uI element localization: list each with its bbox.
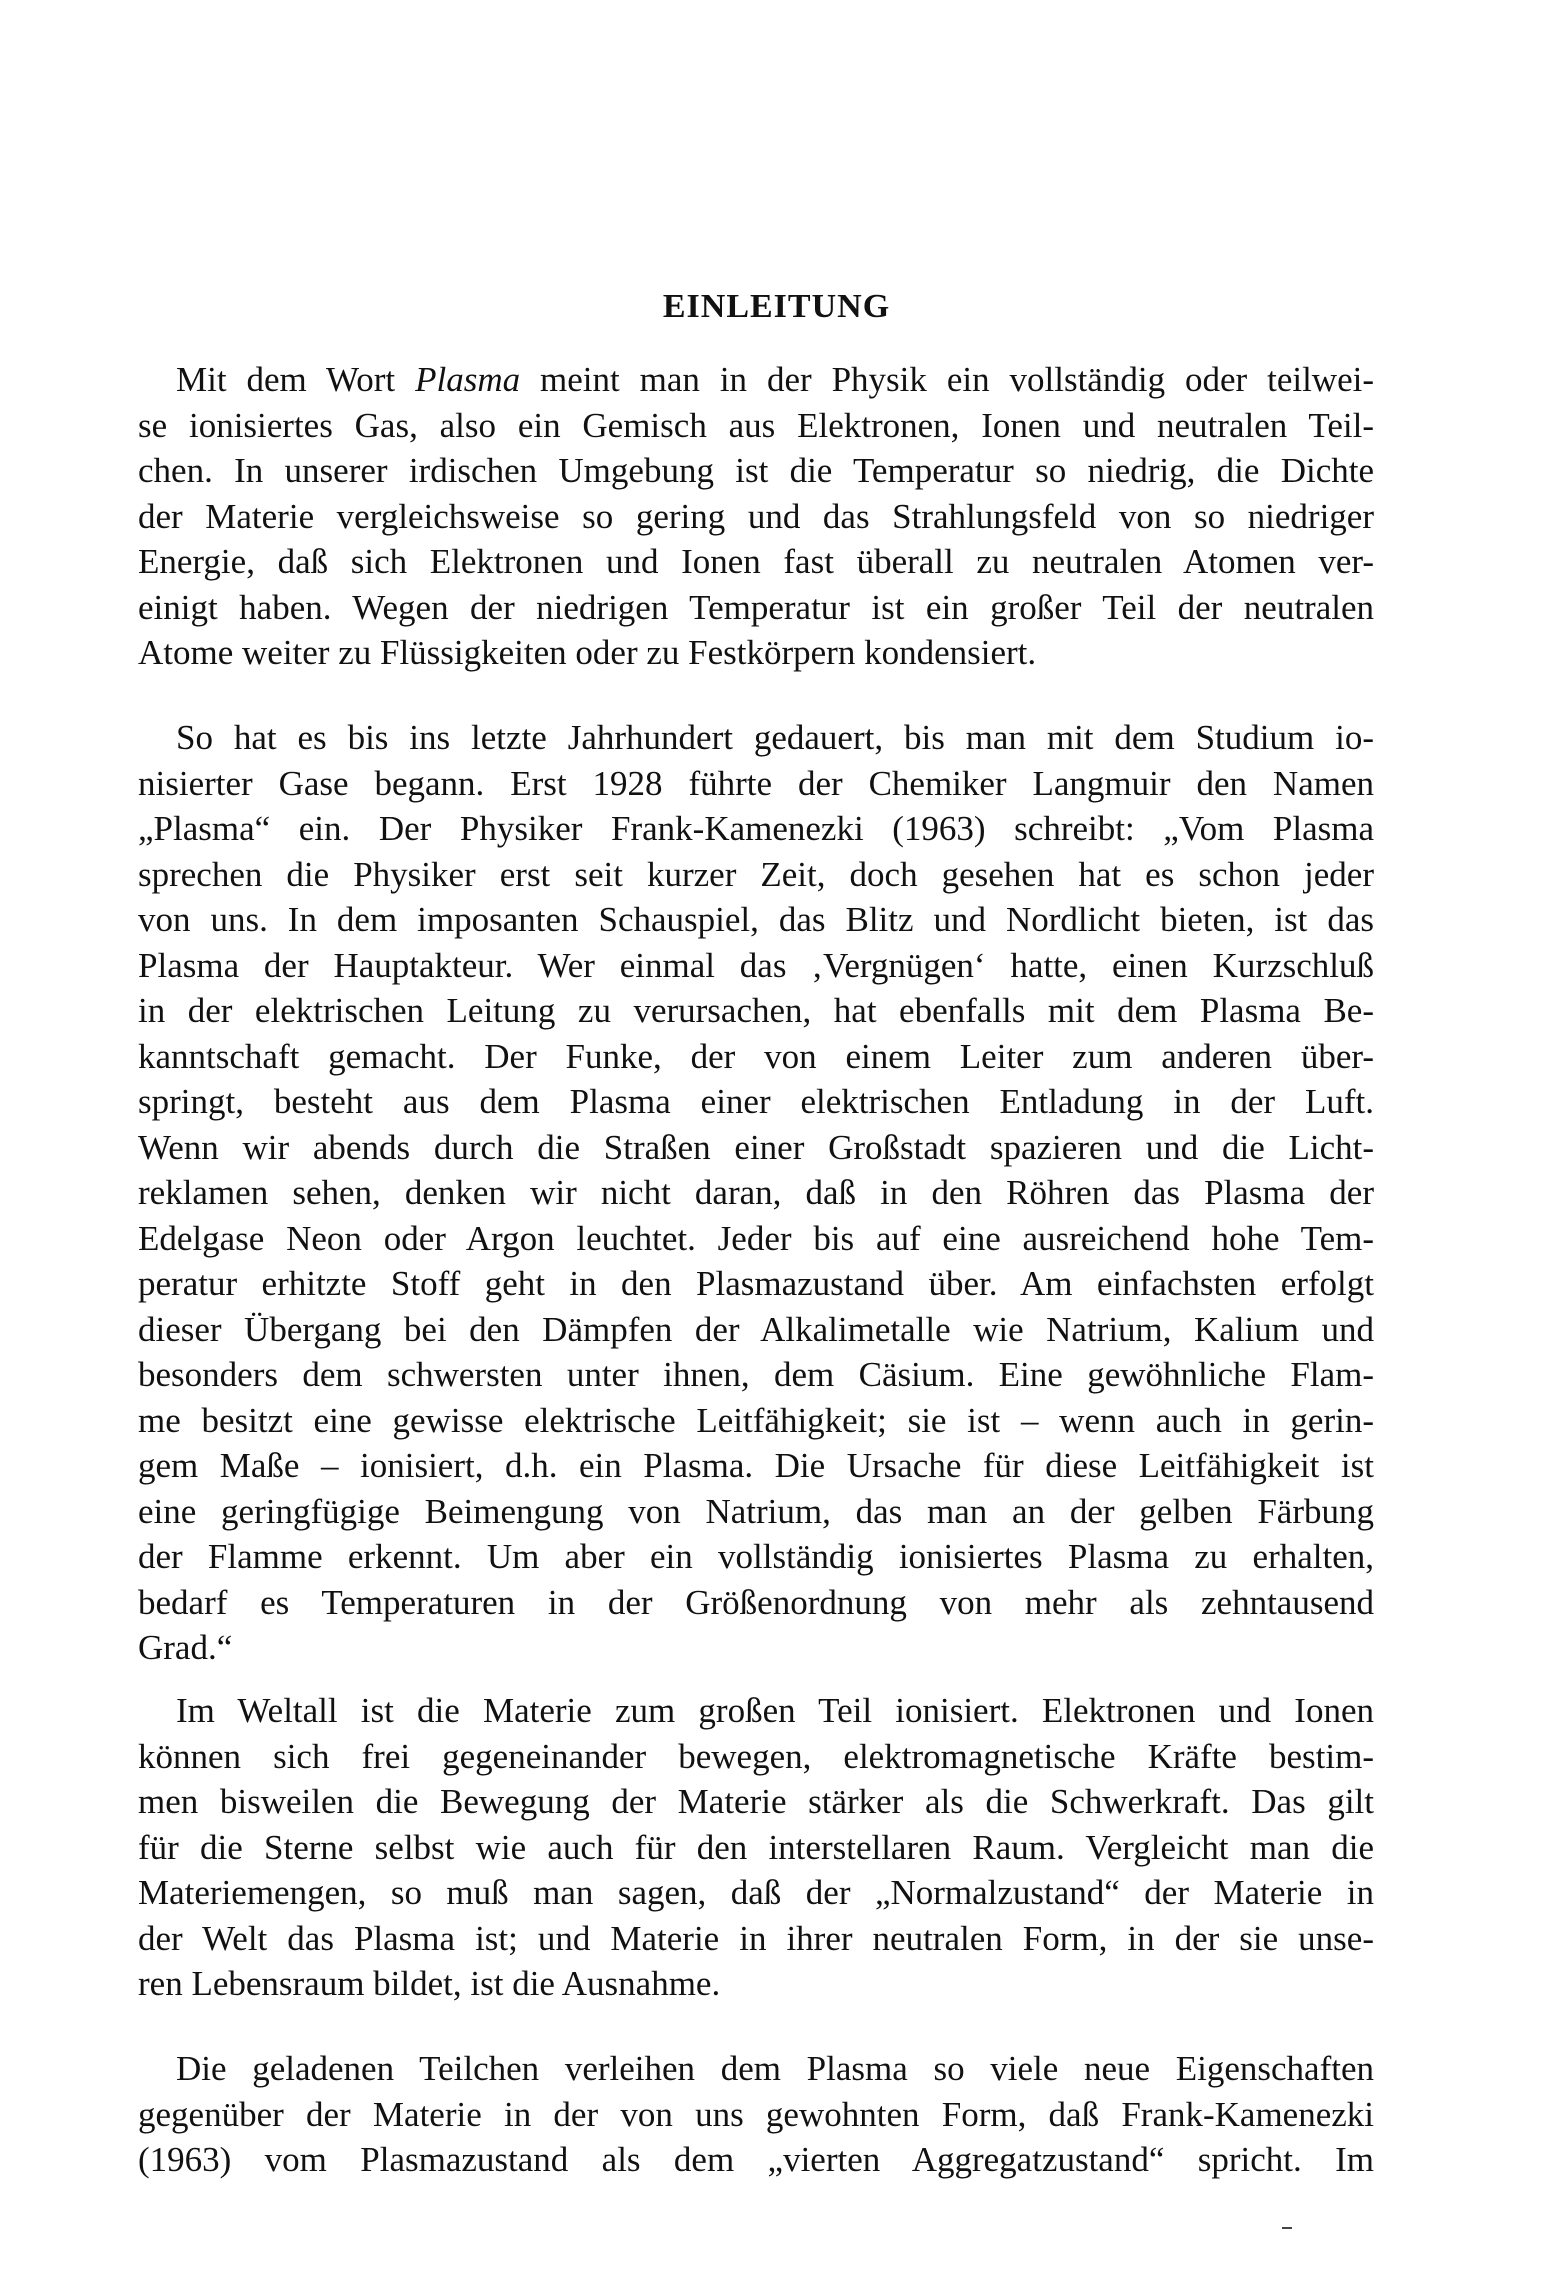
paragraph-4 bbox=[138, 2046, 1374, 2183]
emphasized-term: Plasma bbox=[415, 360, 521, 399]
text-line: gegenüber der Materie in der von uns gewohnten Form, daß Frank-Kamenezki bbox=[138, 2094, 1374, 2134]
text-line: nisierter Gase begann. Erst 1928 führte der Chemiker Langmuir den Namen bbox=[138, 763, 1374, 803]
text-line: chen. In unserer irdischen Umgebung ist die Temperatur so niedrig, die Dichte bbox=[138, 451, 1374, 490]
text-line: Die geladenen Teilchen verleihen dem Plasma so viele neue Eigenschaften bbox=[176, 2049, 1374, 2088]
chapter-title: EINLEITUNG bbox=[662, 288, 891, 325]
text-line: ren Lebensraum bildet, ist die Ausnahme. bbox=[138, 1964, 721, 2003]
text-line: bedarf es Temperaturen in der Größenordnung von mehr als zehntausend bbox=[138, 1582, 1374, 1622]
text-line: (1963) vom Plasmazustand als dem „vierten Aggregatzustand“ spricht. Im bbox=[138, 2140, 1374, 2179]
text-line: dieser Übergang bei den Dämpfen der Alkalimetalle wie Natrium, Kalium und bbox=[138, 1309, 1374, 1349]
text-line: Energie, daß sich Elektronen und Ionen fast überall zu neutralen Atomen ver- bbox=[138, 542, 1374, 581]
text-line: können sich frei gegeneinander bewegen, elektromagnetische Kräfte bestim- bbox=[138, 1736, 1374, 1776]
page-mark bbox=[1282, 2227, 1292, 2229]
text-line: se ionisiertes Gas, also ein Gemisch aus Elektronen, Ionen und neutralen Teil- bbox=[138, 405, 1374, 445]
text-line: kanntschaft gemacht. Der Funke, der von einem Leiter zum anderen über- bbox=[138, 1036, 1374, 1076]
paragraph-3 bbox=[138, 1688, 1374, 2007]
text-line: me besitzt eine gewisse elektrische Leitfähigkeit; sie ist – wenn auch in gerin- bbox=[138, 1400, 1374, 1440]
text-line: sprechen die Physiker erst seit kurzer Zeit, doch gesehen hat es schon jeder bbox=[138, 854, 1374, 894]
text-line: in der elektrischen Leitung zu verursachen, hat ebenfalls mit dem Plasma Be- bbox=[138, 991, 1374, 1030]
text-line: springt, besteht aus dem Plasma einer elektrischen Entladung in der Luft. bbox=[138, 1082, 1374, 1121]
text-line: Im Weltall ist die Materie zum großen Teil ionisiert. Elektronen und Ionen bbox=[176, 1691, 1374, 1730]
text-line: Edelgase Neon oder Argon leuchtet. Jeder bis auf eine ausreichend hohe Tem- bbox=[138, 1218, 1374, 1258]
text-line: besonders dem schwersten unter ihnen, dem Cäsium. Eine gewöhnliche Flam- bbox=[138, 1355, 1374, 1394]
paragraph-1 bbox=[138, 357, 1374, 676]
text-line: Materiemengen, so muß man sagen, daß der „Normalzustand“ der Materie in bbox=[138, 1873, 1374, 1912]
text-line: So hat es bis ins letzte Jahrhundert gedauert, bis man mit dem Studium io- bbox=[176, 718, 1374, 757]
text-line: Wenn wir abends durch die Straßen einer Großstadt spazieren und die Licht- bbox=[138, 1127, 1374, 1167]
text-line: für die Sterne selbst wie auch für den interstellaren Raum. Vergleicht man die bbox=[138, 1827, 1374, 1867]
text-line: „Plasma“ ein. Der Physiker Frank-Kamenezki (1963) schreibt: „Vom Plasma bbox=[138, 809, 1374, 848]
text-line: Mit dem Wort Plasma meint man in der Physik ein vollständig oder teilwei- bbox=[176, 360, 1375, 399]
text-line: reklamen sehen, denken wir nicht daran, daß in den Röhren das Plasma der bbox=[138, 1173, 1374, 1212]
text-line: eine geringfügige Beimengung von Natrium, das man an der gelben Färbung bbox=[138, 1491, 1374, 1531]
text-line: der Materie vergleichsweise so gering und das Strahlungsfeld von so niedriger bbox=[138, 496, 1374, 536]
text-line: Plasma der Hauptakteur. Wer einmal das ‚Vergnügen‘ hatte, einen Kurzschluß bbox=[138, 945, 1374, 985]
text-line: einigt haben. Wegen der niedrigen Temperatur ist ein großer Teil der neutralen bbox=[138, 587, 1374, 627]
text-line: men bisweilen die Bewegung der Materie stärker als die Schwerkraft. Das gilt bbox=[138, 1782, 1374, 1821]
text-line: peratur erhitzte Stoff geht in den Plasmazustand über. Am einfachsten erfolgt bbox=[138, 1264, 1374, 1303]
text-line: von uns. In dem imposanten Schauspiel, das Blitz und Nordlicht bieten, ist das bbox=[138, 900, 1374, 939]
text-line: der Welt das Plasma ist; und Materie in ihrer neutralen Form, in der sie unse- bbox=[138, 1918, 1374, 1958]
text-line: gem Maße – ionisiert, d.h. ein Plasma. Die Ursache für diese Leitfähigkeit ist bbox=[138, 1446, 1374, 1485]
text-line: Atome weiter zu Flüssigkeiten oder zu Festkörpern kondensiert. bbox=[138, 633, 1037, 672]
text-line: der Flamme erkennt. Um aber ein vollständig ionisiertes Plasma zu erhalten, bbox=[138, 1537, 1374, 1576]
text-line: Grad.“ bbox=[138, 1628, 233, 1667]
paragraph-2 bbox=[138, 715, 1374, 1671]
